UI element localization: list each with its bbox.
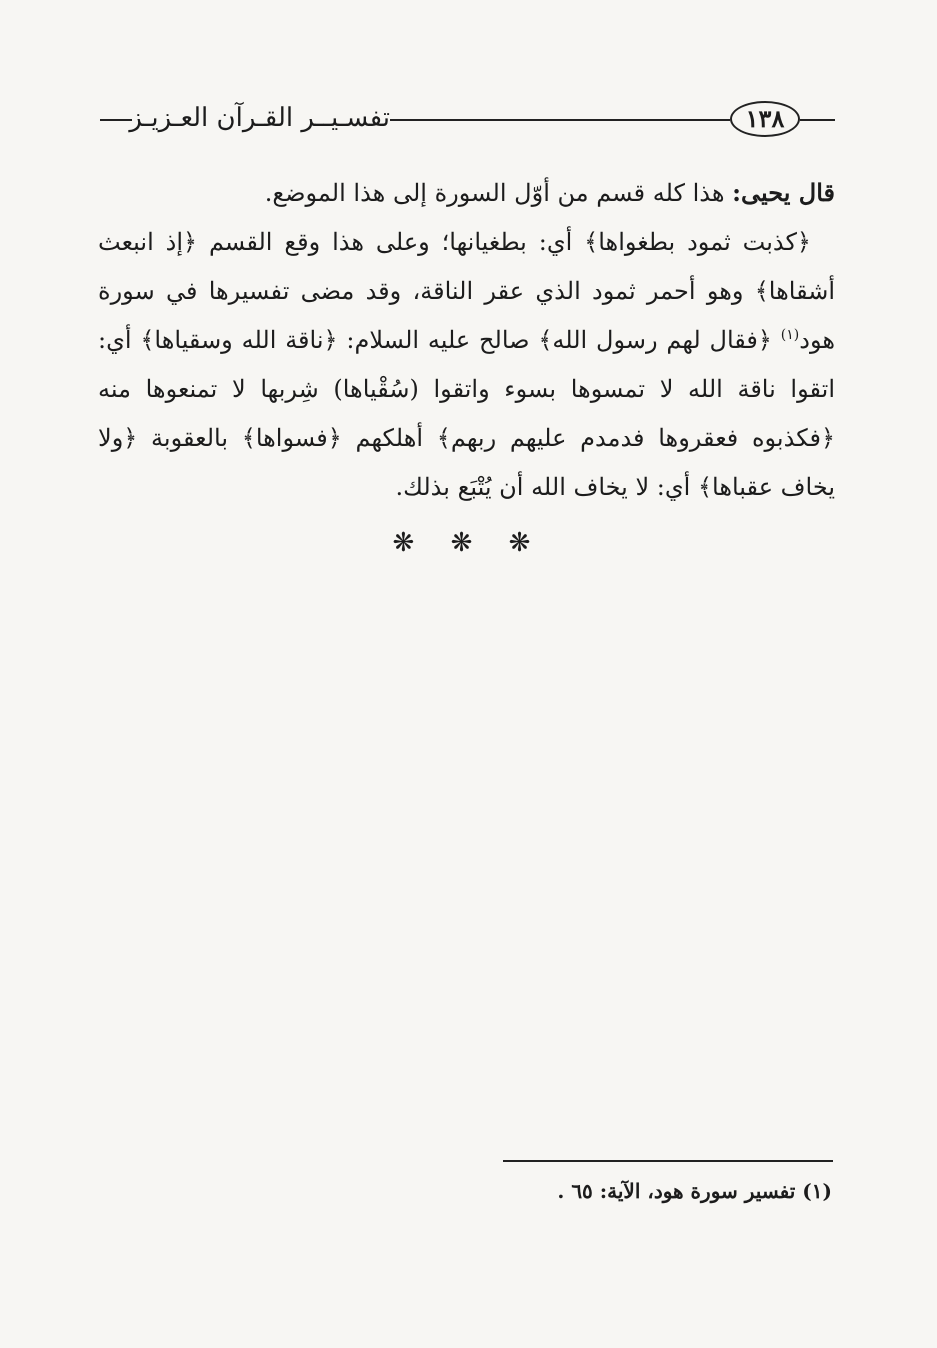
page-header: [100, 98, 835, 142]
paragraph-1-text: هذا كله قسم من أوّل السورة إلى هذا الموضع.: [264, 179, 733, 207]
paragraph-2-text: ﴿كذبت ثمود بطغواها﴾ أي: بطغيانها؛ وعلى هذا وقع القسم ﴿إذ انبعث أشقاها﴾ وهو أحمر ثمود الذي عقر الناقة، وقد مضى تفسيرها في سورة هود: [98, 228, 835, 354]
header-rule-left: [100, 119, 132, 121]
header-rule-middle: [390, 119, 730, 121]
paragraph-1: [98, 168, 835, 218]
header-rule-right: [800, 119, 835, 121]
section-separator: ❋ ❋ ❋: [392, 528, 545, 558]
paragraph-2-text-continued: ﴿فقال لهم رسول الله﴾ صالح عليه السلام: ﴿ناقة الله وسقياها﴾ أي: اتقوا ناقة الله لا تمسوها بسوء واتقوا (سُقْياها) شِربها لا تمنعوها منه ﴿فكذبوه فعقروها فدمدم عليهم ربهم﴾ أهلكهم ﴿فسواها﴾ بالعقوبة ﴿ولا يخاف عقباها﴾ أي: لا يخاف الله أن يُتْبَع بذلك.: [98, 326, 835, 501]
page-number: ١٣٨: [730, 101, 800, 137]
running-title: تفسـيــر القـرآن العـزيـز: [129, 103, 390, 133]
footnote-reference[interactable]: (١): [780, 327, 800, 343]
main-text: [98, 168, 835, 512]
footnote-rule: [503, 1160, 833, 1162]
footnote: (١) تفسير سورة هود، الآية: ٦٥ .: [557, 1179, 832, 1203]
paragraph-2: [98, 218, 835, 512]
speaker-label: قال يحيى:: [732, 178, 835, 207]
